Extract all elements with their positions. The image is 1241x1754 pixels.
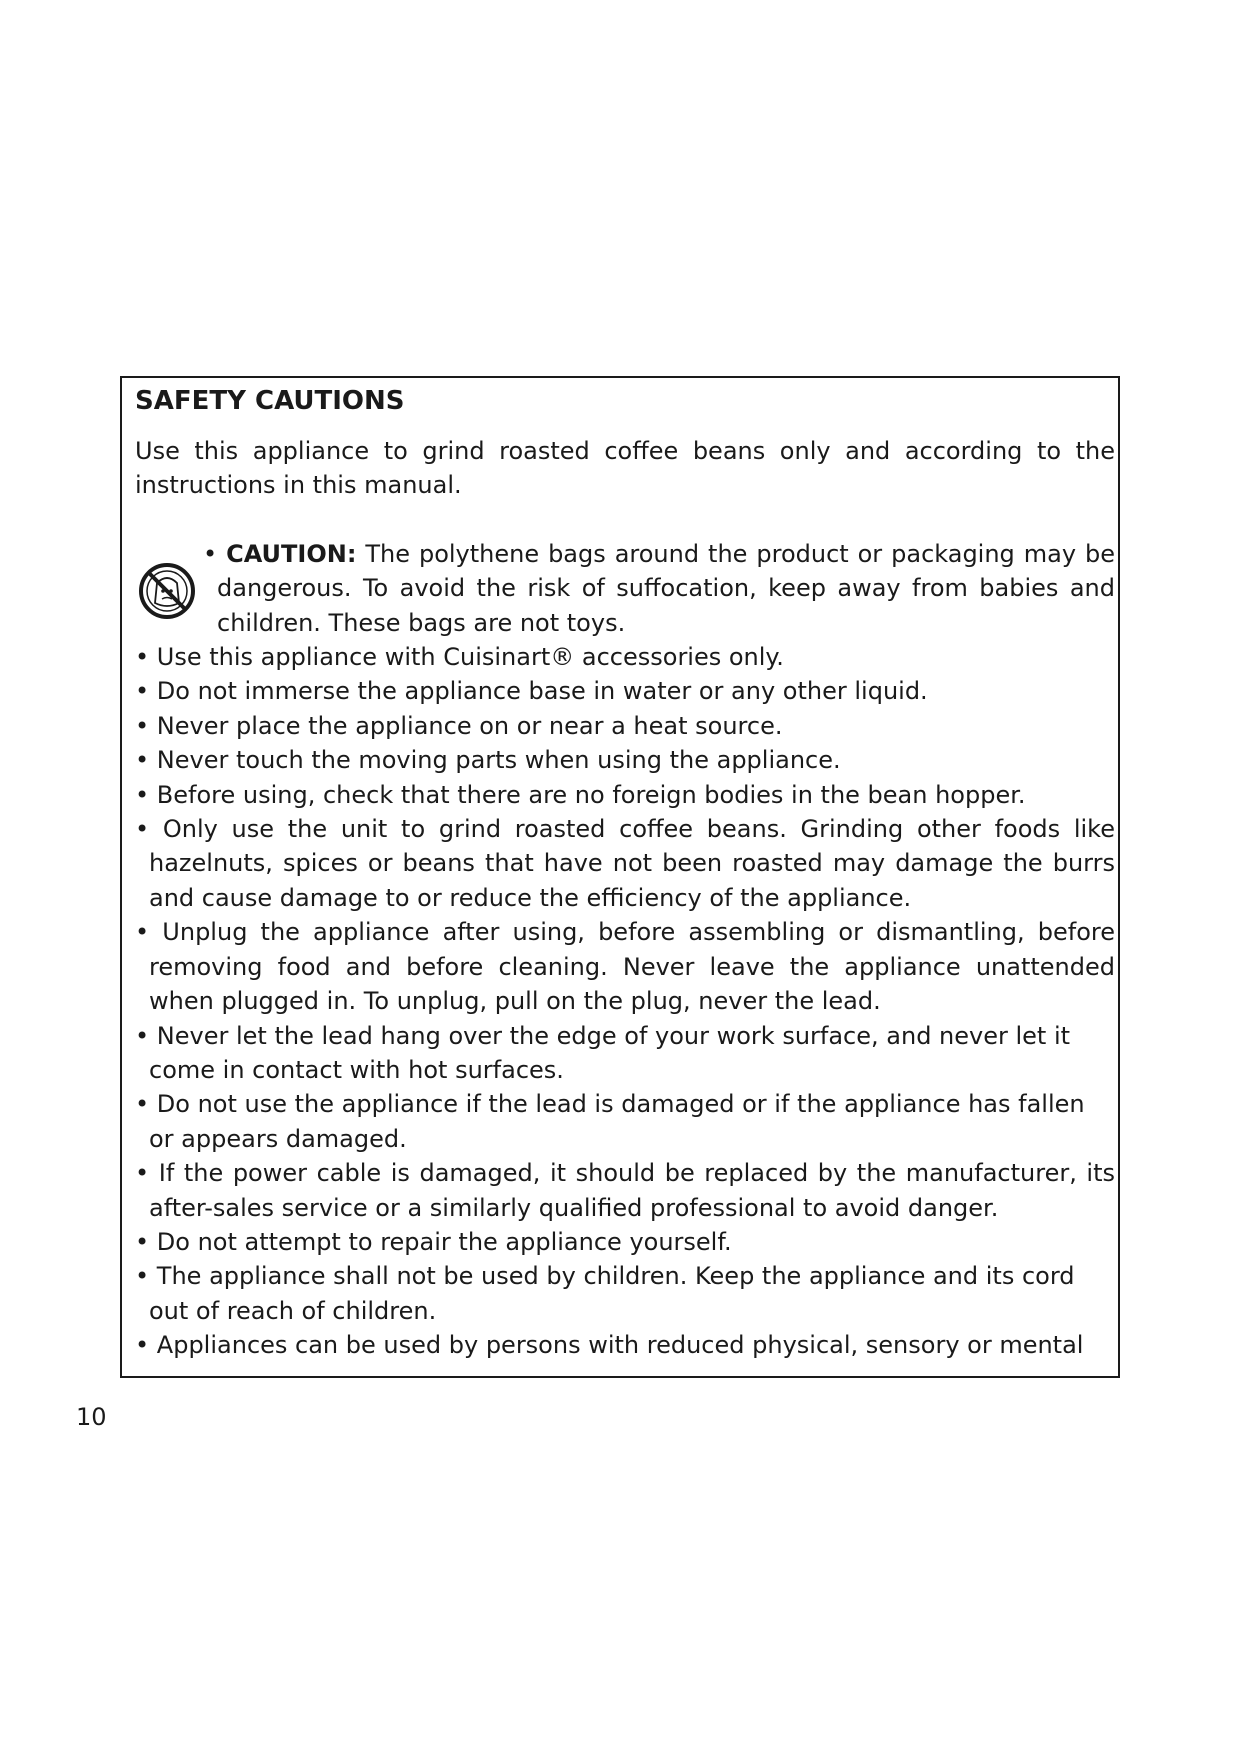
caution-body: The polythene bags around the product or packaging may be dangerous. To avoid the risk of suffocation, keep away from babies and children. These bags are not toys. [217, 539, 1115, 637]
list-item: • Appliances can be used by persons with reduced physical, sensory or mental [135, 1331, 1084, 1360]
list-item: • Before using, check that there are no foreign bodies in the bean hopper. [135, 780, 1026, 809]
bullet: • [135, 711, 150, 740]
bullet: • [135, 780, 150, 809]
safety-cautions-content [135, 384, 1115, 1363]
bullet: • [135, 1227, 150, 1256]
list-item: • The appliance shall not be used by children. Keep the appliance and its cord out of reach of children. [135, 1262, 1075, 1325]
bullet: • [135, 918, 150, 947]
list-item: • Never touch the moving parts when using the appliance. [135, 746, 841, 775]
bullet: • [135, 1090, 150, 1119]
list-item: • Do not attempt to repair the appliance yourself. [135, 1227, 732, 1256]
list-item: • Never let the lead hang over the edge of your work surface, and never let it come in contact with hot surfaces. [135, 1021, 1071, 1084]
list-item: • Use this appliance with Cuisinart® accessories only. [135, 643, 784, 672]
bullet: • [135, 1021, 150, 1050]
bullet: • [135, 746, 150, 775]
no-plastic-bag-suffocation-icon [137, 561, 197, 621]
caution-block [135, 537, 1115, 640]
caution-label: CAUTION: [226, 539, 357, 568]
bullet: • [135, 1159, 150, 1188]
caution-text [203, 537, 1115, 640]
bullet: • [135, 677, 150, 706]
bullet: • [135, 1331, 150, 1360]
safety-list [135, 640, 1115, 1363]
list-item: • Do not use the appliance if the lead is damaged or if the appliance has fallen or appears damaged. [135, 1090, 1085, 1153]
bullet: • [135, 1262, 150, 1291]
intro-paragraph: Use this appliance to grind roasted coffee beans only and according to the instructions in this manual. [135, 437, 1115, 500]
list-item: • Never place the appliance on or near a heat source. [135, 711, 783, 740]
page-number: 10 [76, 1403, 107, 1431]
bullet: • [135, 643, 150, 672]
list-item: • Only use the unit to grind roasted coffee beans. Grinding other foods like hazelnuts, spices or beans that have not been roasted may damage the burrs and cause damage to or reduce the efficiency of the appliance. [135, 815, 1115, 912]
section-title: SAFETY CAUTIONS [135, 386, 405, 416]
list-item: • If the power cable is damaged, it should be replaced by the manufacturer, its after-sales service or a similarly qualified professional to avoid danger. [135, 1159, 1116, 1222]
list-item: • Do not immerse the appliance base in water or any other liquid. [135, 677, 928, 706]
bullet: • [135, 815, 150, 844]
list-item: • Unplug the appliance after using, before assembling or dismantling, before removing food and before cleaning. Never leave the appliance unattended when plugged in. To unplug, pull on the plug, never the lead. [135, 918, 1115, 1016]
bullet: • [203, 539, 218, 568]
